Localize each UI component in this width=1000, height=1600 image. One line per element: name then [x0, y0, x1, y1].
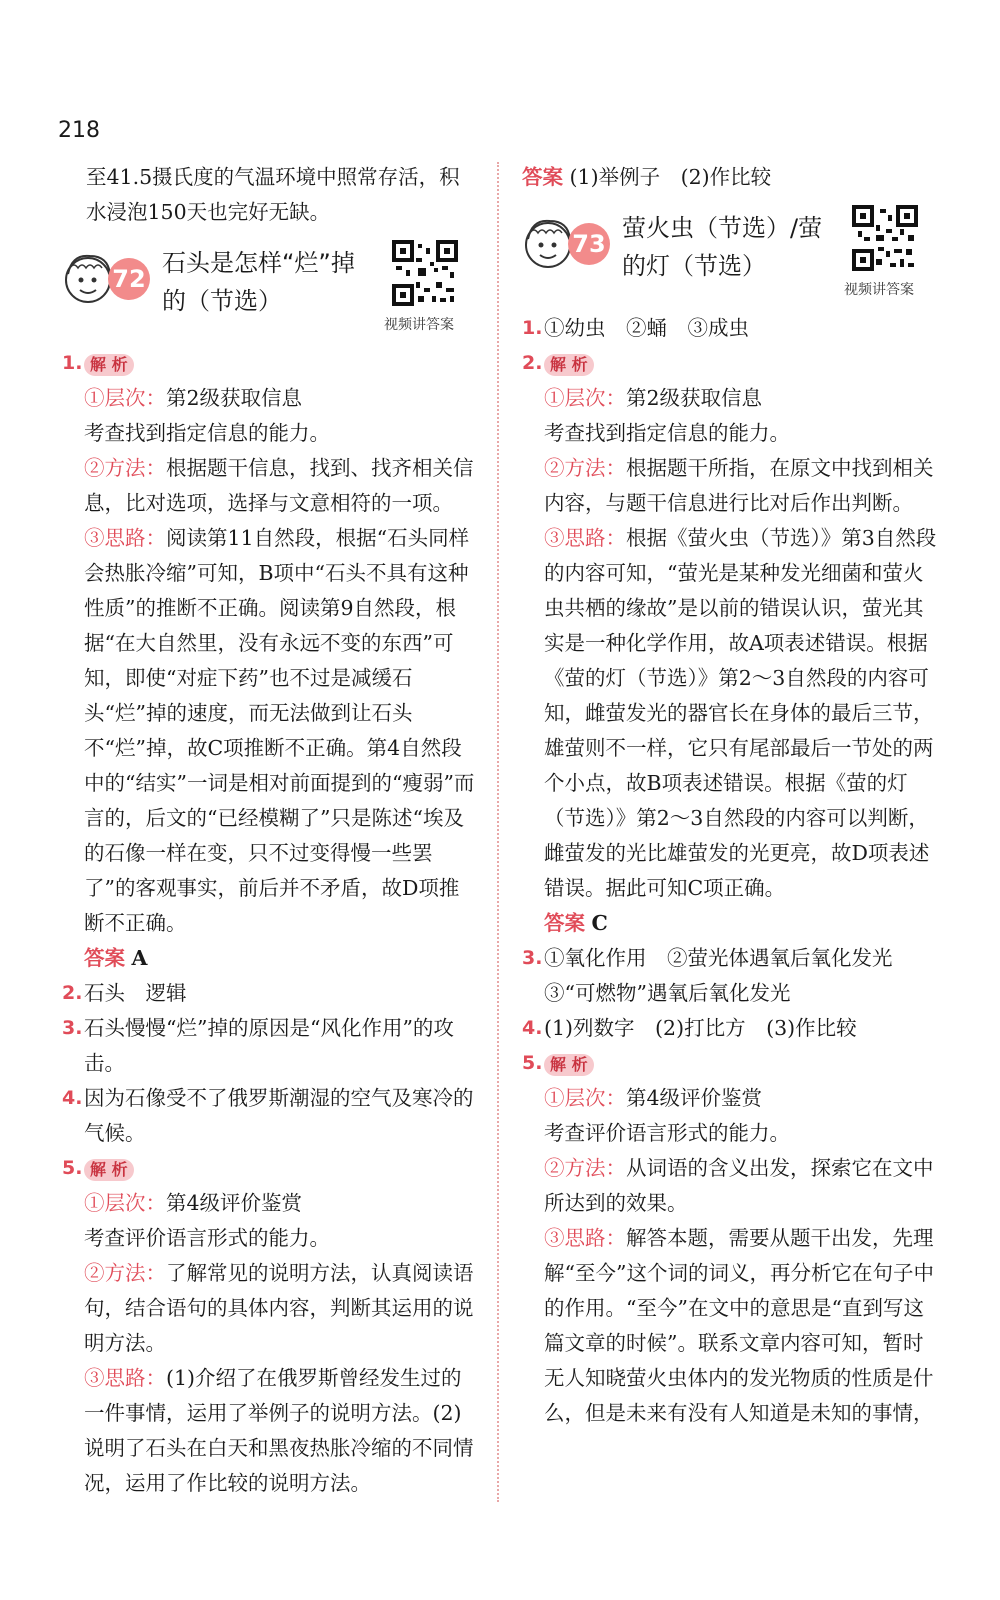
level-desc: 考查找到指定信息的能力。 — [544, 421, 790, 445]
method-text: 从词语的含义出发，探索它在文中所达到的效果。 — [544, 1156, 934, 1215]
question-number: 3. — [62, 1017, 83, 1039]
question-number: 4. — [62, 1087, 83, 1109]
section-header-73 — [522, 205, 937, 305]
reasoning-label: ③思路： — [544, 526, 626, 550]
answer-value: A — [131, 946, 148, 970]
question-number: 1. — [522, 317, 543, 339]
section-title: 萤火虫（节选）/萤的灯（节选） — [622, 214, 823, 280]
analysis-tag: 解 析 — [544, 354, 594, 376]
question-3 — [62, 1011, 477, 1081]
right-column — [522, 160, 937, 1431]
left-column — [62, 160, 477, 1501]
level-desc: 考查评价语言形式的能力。 — [544, 1121, 790, 1145]
analysis-tag: 解 析 — [84, 354, 134, 376]
question-2 — [62, 976, 477, 1011]
analysis-tag: 解 析 — [544, 1054, 594, 1076]
qr-label: 视频讲答案 — [384, 317, 454, 333]
reasoning-text: 根据《萤火虫（节选）》第3自然段的内容可知，“萤光是某种发光细菌和萤火虫共栖的缘故”是以前的错误认识，萤光其实是一种化学作用，故A项表述错误。根据《萤的灯（节选）》第2～3自然段的内容可知，雌萤发光的器官长在身体的最后三节，雄萤则不一样，它只有尾部最后一节处的两个小点，故B项表述错误。根据《萤的灯（节选）》第2～3自然段的内容可以判断，雌萤发的光比雄萤发的光更亮，故D项表述错误。据此可知C项正确。 — [544, 526, 937, 900]
question-number: 3. — [522, 947, 543, 969]
question-number: 1. — [62, 352, 83, 374]
method-text: 根据题干所指，在原文中找到相关内容，与题干信息进行比对后作出判断。 — [544, 456, 934, 515]
question-1 — [62, 346, 477, 976]
method-label: ②方法： — [84, 1261, 166, 1285]
analysis-tag: 解 析 — [84, 1159, 134, 1181]
qr-label: 视频讲答案 — [844, 282, 914, 298]
qr-code-icon[interactable] — [392, 240, 458, 306]
question-4 — [522, 1011, 937, 1046]
answer-text: ①幼虫 ②蛹 ③成虫 — [544, 316, 749, 340]
answer-value: (1)举例子 (2)作比较 — [569, 165, 772, 189]
answer-label: 答案 — [84, 946, 125, 970]
answer-text: 石头慢慢“烂”掉的原因是“风化作用”的攻击。 — [84, 1016, 454, 1075]
reasoning-text: 解答本题，需要从题干出发，先理解“至今”这个词的词义，再分析它在句子中的作用。“至今”在文中的意思是“直到写这篇文章的时候”。联系文章内容可知，暂时无人知晓萤火虫体内的发光物质的性质是什么，但是未来有没有人知道是未知的事情， — [544, 1226, 934, 1425]
question-5 — [522, 1046, 937, 1431]
answer-value: C — [591, 911, 608, 935]
reasoning-text: 阅读第11自然段，根据“石头同样会热胀冷缩”可知，B项中“石头不具有这种性质”的推断不正确。阅读第9自然段，根据“在大自然里，没有永远不变的东西”可知，即使“对症下药”也不过是减缓石头“烂”掉的速度，而无法做到让石头不“烂”掉，故C项推断不正确。第4自然段中的“结实”一词是相对前面提到的“瘦弱”而言的，后文的“已经模糊了”只是陈述“埃及的石像一样在变，只不过变得慢一些罢了”的客观事实，前后并不矛盾，故D项推断不正确。 — [84, 526, 475, 935]
level-label: ①层次： — [544, 1086, 626, 1110]
column-divider — [497, 162, 499, 1502]
question-1 — [522, 311, 937, 346]
level-label: ①层次： — [544, 386, 626, 410]
question-number: 2. — [522, 352, 543, 374]
answer-line-1: ①氧化作用 ②萤光体遇氧后氧化发光 — [544, 946, 893, 970]
answer-text: 石头 逻辑 — [84, 981, 187, 1005]
method-label: ②方法： — [84, 456, 166, 480]
section-number-badge: 73 — [568, 223, 610, 265]
answer-line-2: ③“可燃物”遇氧后氧化发光 — [544, 981, 791, 1005]
level-text: 第2级获取信息 — [166, 386, 303, 410]
question-number: 5. — [62, 1157, 83, 1179]
section-header-72 — [62, 240, 477, 340]
method-text: 根据题干信息，找到、找齐相关信息，比对选项，选择与文意相符的一项。 — [84, 456, 474, 515]
reasoning-text: (1)介绍了在俄罗斯曾经发生过的一件事情，运用了举例子的说明方法。(2)说明了石头在白天和黑夜热胀冷缩的不同情况，运用了作比较的说明方法。 — [84, 1366, 474, 1495]
level-desc: 考查找到指定信息的能力。 — [84, 421, 330, 445]
qr-code-icon[interactable] — [852, 205, 918, 271]
level-desc: 考查评价语言形式的能力。 — [84, 1226, 330, 1250]
page-number: 218 — [58, 118, 100, 143]
section-number-badge: 72 — [108, 258, 150, 300]
level-label: ①层次： — [84, 386, 166, 410]
reasoning-label: ③思路： — [84, 1366, 166, 1390]
question-2 — [522, 346, 937, 941]
reasoning-label: ③思路： — [544, 1226, 626, 1250]
level-text: 第4级评价鉴赏 — [626, 1086, 763, 1110]
question-number: 2. — [62, 982, 83, 1004]
level-text: 第2级获取信息 — [626, 386, 763, 410]
answer-text: (1)列数字 (2)打比方 (3)作比较 — [544, 1016, 857, 1040]
question-5 — [62, 1151, 477, 1501]
method-label: ②方法： — [544, 1156, 626, 1180]
method-text: 了解常见的说明方法，认真阅读语句，结合语句的具体内容，判断其运用的说明方法。 — [84, 1261, 474, 1355]
answer-text: 因为石像受不了俄罗斯潮湿的空气及寒冷的气候。 — [84, 1086, 474, 1145]
question-4 — [62, 1081, 477, 1151]
method-label: ②方法： — [544, 456, 626, 480]
question-3 — [522, 941, 937, 1011]
level-label: ①层次： — [84, 1191, 166, 1215]
reasoning-label: ③思路： — [84, 526, 166, 550]
answer-label: 答案 — [522, 165, 563, 189]
section-title: 石头是怎样“烂”掉的（节选） — [162, 249, 355, 315]
answer-label: 答案 — [544, 911, 585, 935]
question-number: 4. — [522, 1017, 543, 1039]
intro-text: 至41.5摄氏度的气温环境中照常存活，积水浸泡150天也完好无缺。 — [86, 165, 460, 224]
level-text: 第4级评价鉴赏 — [166, 1191, 303, 1215]
question-number: 5. — [522, 1052, 543, 1074]
